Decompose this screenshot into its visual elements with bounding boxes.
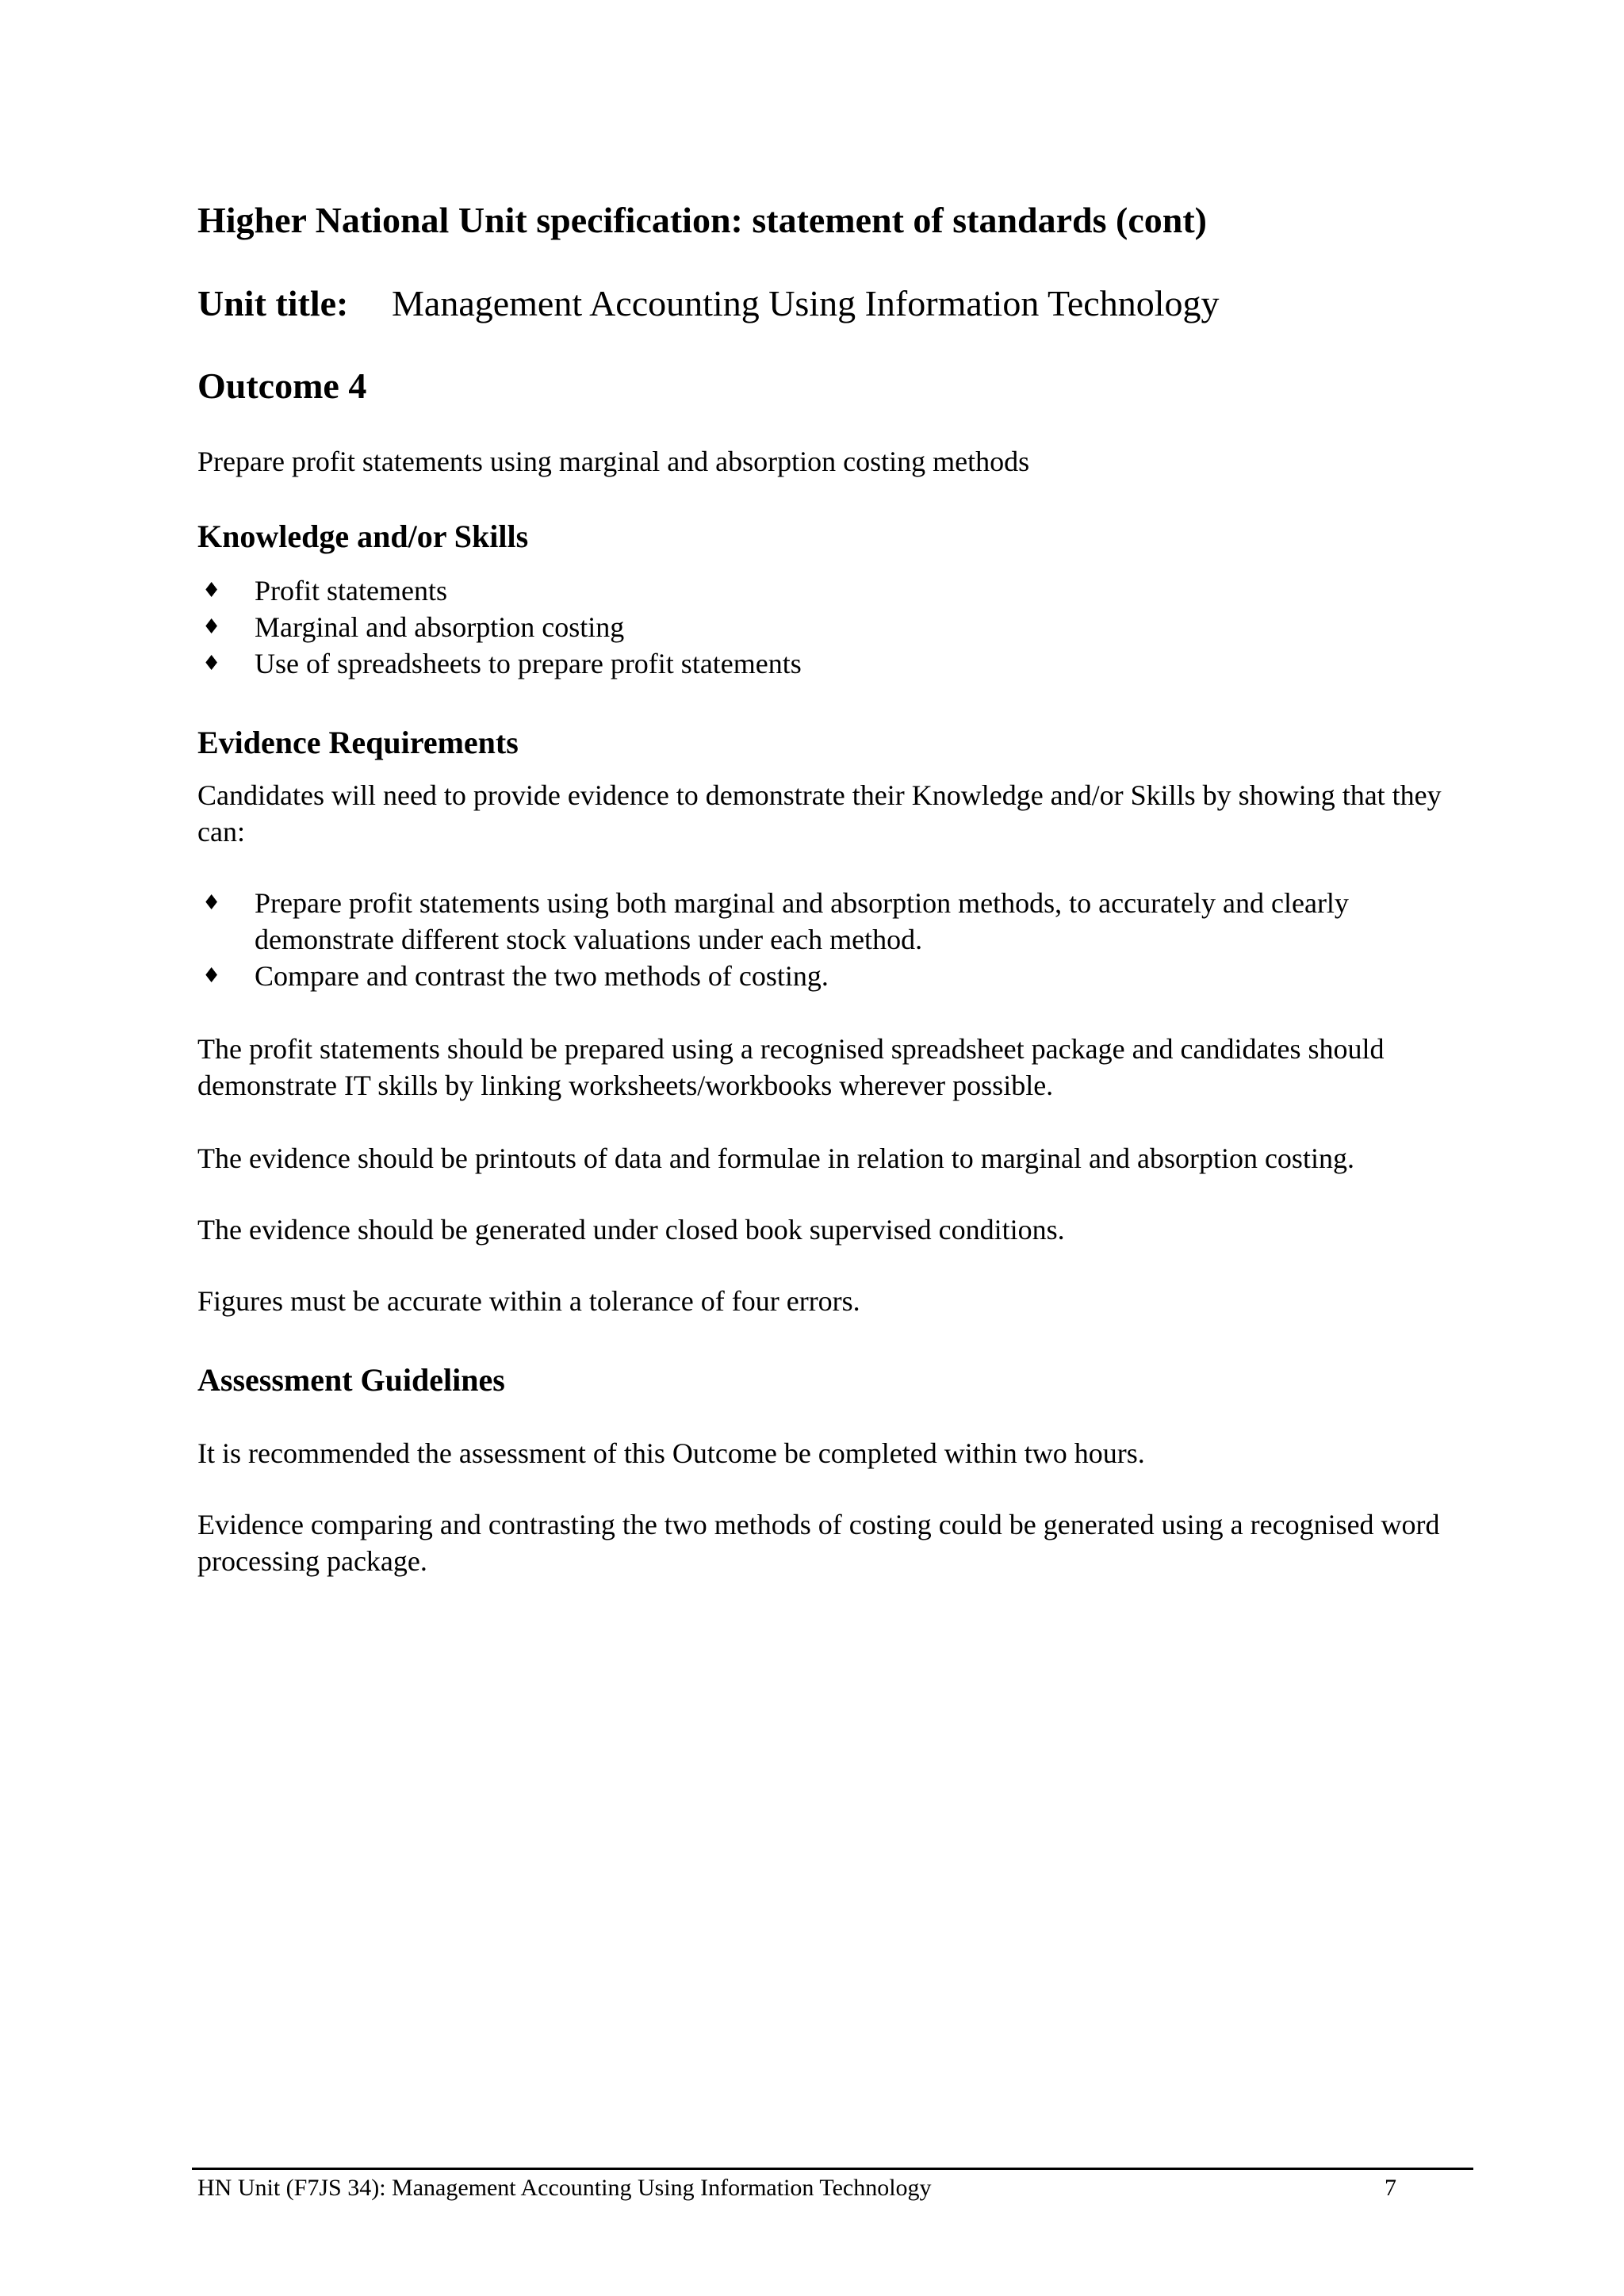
evidence-paragraph-printouts: The evidence should be printouts of data and formulae in relation to marginal and absorption costing. — [197, 1142, 1354, 1174]
list-item — [197, 958, 1466, 994]
assessment-paragraph-word-processing: Evidence comparing and contrasting the two methods of costing could be generated using a recognised word processing package. — [197, 1509, 1440, 1577]
knowledge-skills-list — [197, 572, 1466, 682]
assessment-paragraph-duration: It is recommended the assessment of this Outcome be completed within two hours. — [197, 1437, 1145, 1469]
list-item-text: Marginal and absorption costing — [255, 611, 625, 643]
list-item — [197, 885, 1466, 958]
evidence-list — [197, 885, 1466, 994]
list-item-text: Compare and contrast the two methods of costing. — [255, 960, 829, 992]
diamond-bullet-icon: ♦ — [202, 652, 221, 675]
list-item — [197, 572, 1466, 609]
evidence-paragraph-spreadsheet: The profit statements should be prepared using a recognised spreadsheet package and candidates should demonstrate IT skills by linking worksheets/workbooks wherever possible. — [197, 1033, 1385, 1101]
page-number: 7 — [1385, 2175, 1396, 2201]
footer-unit-reference: HN Unit (F7JS 34): Management Accounting Using Information Technology — [197, 2175, 932, 2201]
footer-divider — [192, 2168, 1473, 2170]
diamond-bullet-icon: ♦ — [202, 615, 221, 639]
list-item-text: Profit statements — [255, 575, 447, 607]
list-item — [197, 645, 1466, 682]
list-item-text: Prepare profit statements using both marginal and absorption methods, to accurately and clearly demonstrate different stock valuations under each method. — [255, 887, 1349, 955]
evidence-paragraph-conditions: The evidence should be generated under closed book supervised conditions. — [197, 1214, 1065, 1246]
unit-title-row — [197, 280, 1220, 327]
page-title: Higher National Unit specification: statement of standards (cont) — [197, 200, 1207, 240]
assessment-guidelines-heading: Assessment Guidelines — [197, 1362, 505, 1398]
evidence-intro: Candidates will need to provide evidence to demonstrate their Knowledge and/or Skills by showing that they can: — [197, 779, 1442, 848]
list-item — [197, 609, 1466, 645]
knowledge-skills-heading: Knowledge and/or Skills — [197, 519, 529, 554]
diamond-bullet-icon: ♦ — [202, 579, 221, 603]
outcome-statement: Prepare profit statements using marginal and absorption costing methods — [197, 446, 1030, 477]
evidence-paragraph-tolerance: Figures must be accurate within a tolerance of four errors. — [197, 1285, 860, 1317]
evidence-requirements-heading: Evidence Requirements — [197, 725, 519, 760]
diamond-bullet-icon: ♦ — [202, 891, 221, 915]
unit-title-value: Management Accounting Using Information Technology — [392, 283, 1220, 323]
unit-title-label: Unit title: — [197, 283, 349, 323]
list-item-text: Use of spreadsheets to prepare profit statements — [255, 648, 802, 679]
diamond-bullet-icon: ♦ — [202, 964, 221, 988]
outcome-heading: Outcome 4 — [197, 365, 367, 406]
